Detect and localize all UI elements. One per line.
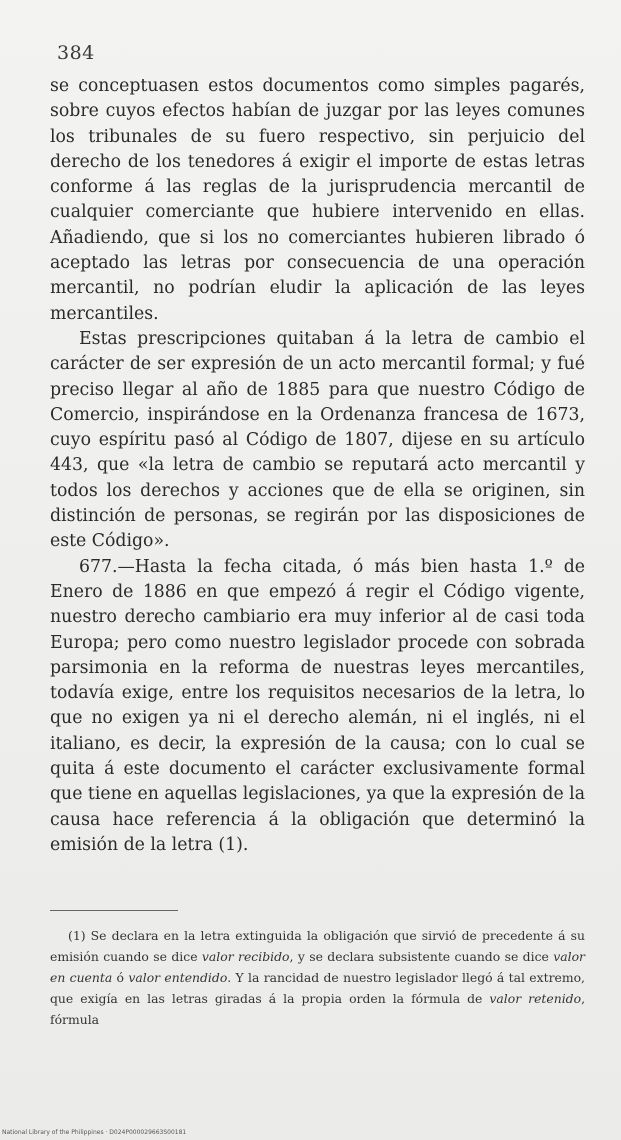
footnote-segment: (1) Se declara en la letra extinguida la obligación que sirvió de precedente á su emisión cuando se dice: [50, 928, 585, 964]
footnote-segment: , y se declara subsistente cuando se dice: [289, 949, 554, 964]
footnote-term: valor recibido: [201, 949, 290, 964]
footnote-text: [50, 925, 585, 1030]
footnote-segment: ó: [112, 970, 129, 985]
footnote-segment: . Y la rancidad de nuestro legislador llegó á tal extremo, que exigía en las letras giradas á la propia orden la fórmula de: [50, 970, 585, 1006]
paragraph: Estas prescripciones quitaban á la letra de cambio el carácter de ser expresión de un acto mercantil formal; y fué preciso llegar al año de 1885 para que nuestro Código de Comercio, inspirándose en la Ordenanza francesa de 1673, cuyo espíritu pasó al Código de 1807, dijese en su artículo 443, que «la letra de cambio se reputará acto mercantil y todos los derechos y acciones que de ella se originen, sin distinción de personas, se regirán por las disposiciones de este Código».: [50, 328, 585, 552]
footnote-term: valor en cuenta: [50, 949, 585, 985]
footnote-divider: [50, 910, 178, 911]
footnote-segment: , fórmula: [50, 991, 586, 1027]
footnote-term: valor entendido: [128, 970, 228, 985]
body-text: [50, 74, 585, 858]
paragraph-continuation: se conceptuasen estos documentos como simples pagarés, sobre cuyos efectos habían de juzgar por las leyes comunes los tribunales de su fuero respectivo, sin perjuicio del derecho de los tenedores á exigir el importe de estas letras conforme á las reglas de la jurisprudencia mercantil de cualquier comerciante que hubiere intervenido en ellas. Añadiendo, que si los no comerciantes hubieren librado ó aceptado las letras por consecuencia de una operación mercantil, no podrían eludir la aplicación de las leyes mercantiles.: [50, 76, 585, 324]
paragraph-677: 677.—Hasta la fecha citada, ó más bien hasta 1.º de Enero de 1886 en que empezó á regir el Código vigente, nuestro derecho cambiario era muy inferior al de casi toda Europa; pero como nuestro legislador procede con sobrada parsimonia en la reforma de nuestras leyes mercantiles, todavía exige, entre los requisitos necesarios de la letra, lo que no exigen ya ni el derecho alemán, ni el inglés, ni el italiano, es decir, la expresión de la causa; con lo cual se quita á este documento el carácter exclusivamente formal que tiene en aquellas legislaciones, ya que la expresión de la causa hace referencia á la obligación que determinó la emisión de la letra (1).: [50, 556, 585, 855]
page-number: 384: [57, 42, 95, 64]
footnote-term: valor retenido: [489, 991, 582, 1006]
footnote: [50, 925, 585, 1030]
library-footer: National Library of the Philippines · D024P000029663S00181: [2, 1129, 187, 1136]
